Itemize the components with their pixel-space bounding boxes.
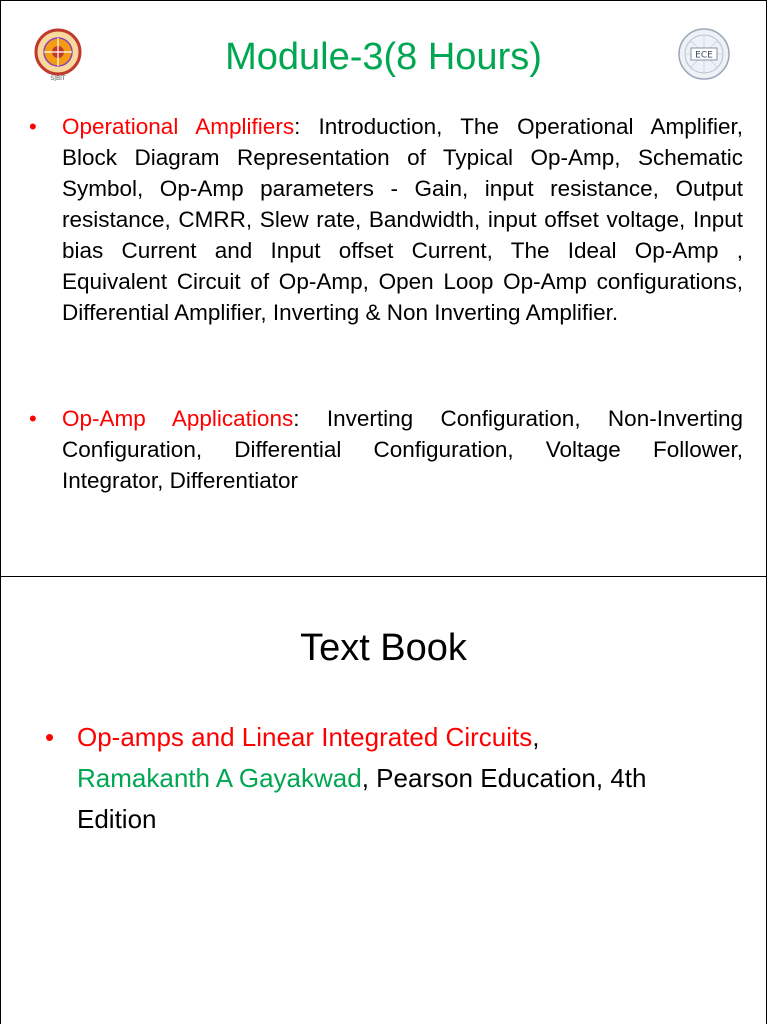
bullet-dot: •	[29, 114, 37, 139]
book-title: Op-amps and Linear Integrated Circuits	[77, 722, 533, 752]
bullet-body: Inverting Configuration, Non-Inverting Configuration, Differential Configuration, Voltage Follower, Integrator, Differentiator	[62, 406, 743, 493]
bullet-dot: •	[29, 406, 37, 431]
bullet-heading: Operational Amplifiers	[62, 114, 295, 139]
page-title: Module-3(8 Hours)	[225, 36, 542, 78]
bullet-operational-amplifiers	[29, 111, 743, 328]
book-publisher-edition: , Pearson Education, 4th Edition	[77, 763, 647, 834]
bullet-text	[62, 111, 743, 328]
section-title: Text Book	[300, 627, 467, 669]
institute-logo-caption: SJBIT	[50, 75, 66, 81]
bullet-op-amp-applications	[29, 403, 743, 496]
bullet-heading: Op-Amp Applications	[62, 406, 294, 431]
textbook-entry	[45, 717, 705, 840]
bullet-separator: :	[293, 406, 300, 431]
book-author: Ramakanth A Gayakwad	[77, 763, 362, 793]
bullet-text	[62, 403, 743, 496]
book-comma: ,	[532, 722, 540, 752]
department-seal-icon	[677, 27, 731, 81]
bullet-body: Introduction, The Operational Amplifier, Block Diagram Representation of Typical Op-Amp, Schematic Symbol, Op-Amp parameters - Gain, input resistance, Output resistance, CMRR, Slew rate, Bandwidth, input offset voltage, Input bias Current and Input offset Current, The Ideal Op-Amp , Equivalent Circuit of Op-Amp, Open Loop Op-Amp configurations, Differential Amplifier, Inverting & Non Inverting Amplifier.	[62, 114, 743, 325]
textbook-text	[77, 717, 705, 840]
slide-text-book	[0, 576, 767, 1024]
bullet-dot: •	[45, 722, 55, 752]
bullet-separator: :	[294, 114, 301, 139]
department-seal-caption: ECE	[695, 50, 713, 61]
